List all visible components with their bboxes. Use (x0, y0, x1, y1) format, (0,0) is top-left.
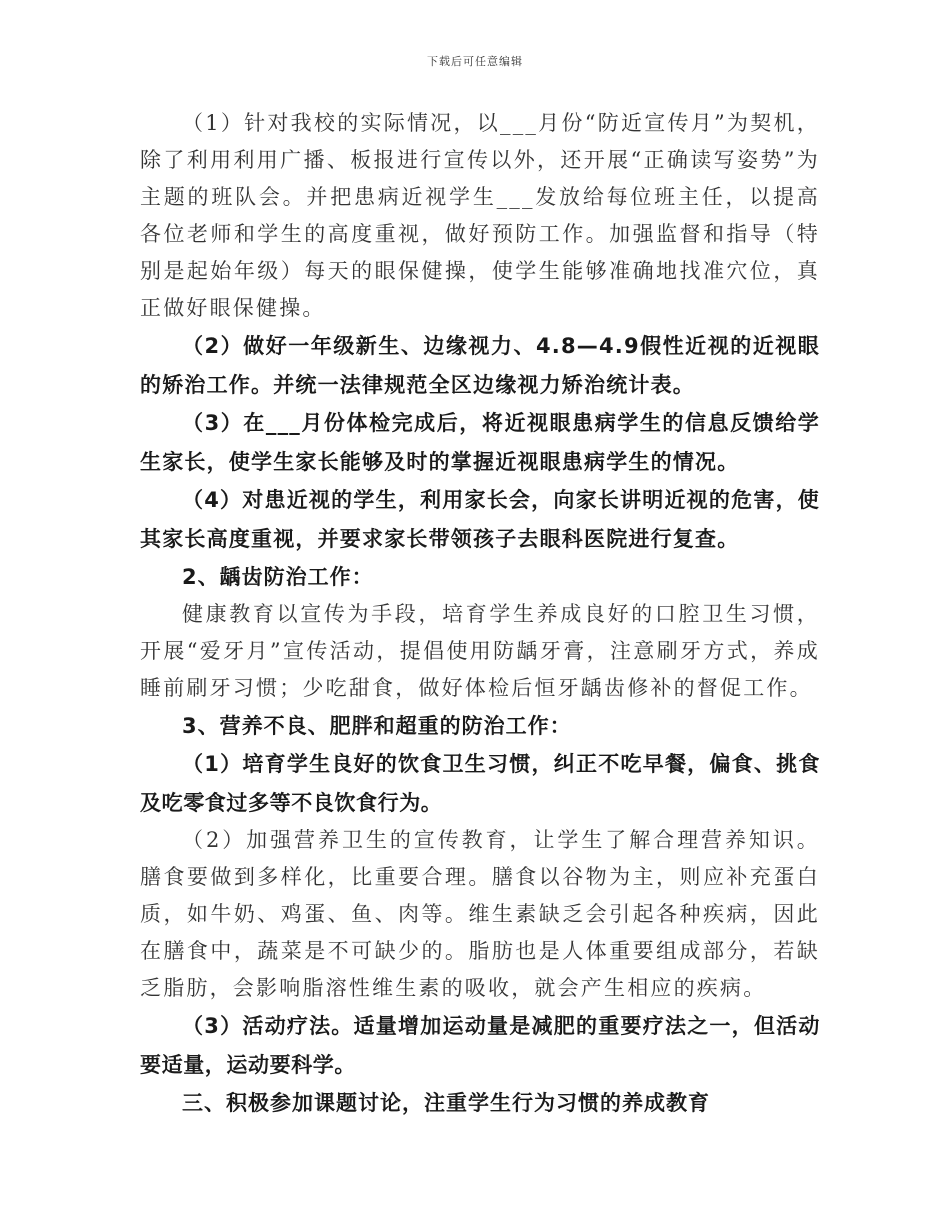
section-heading-behavior-habits: 三、积极参加课题讨论，注重学生行为习惯的养成教育 (182, 1091, 710, 1115)
paragraph-nutrition-education: （2）加强营养卫生的宣传教育，让学生了解合理营养知识。膳食要做到多样化，比重要合理。膳食以谷物为主，则应补充蛋白质，如牛奶、鸡蛋、鱼、肉等。维生素缺乏会引起各种疾病，因此在膳食中，蔬菜是不可缺少的。脂肪也是人体重要组成部分，若缺乏脂肪，会影响脂溶性维生素的吸收，就会产生相应的疾病。 (140, 828, 820, 1000)
paragraph-dental-education: 健康教育以宣传为手段，培育学生养成良好的口腔卫生习惯，开展“爱牙月”宣传活动，提倡使用防龋牙膏，注意刷牙方式，养成睡前刷牙习惯；少吃甜食，做好体检后恒牙龋齿修补的督促工作。 (140, 602, 820, 700)
page-header: 下载后可任意编辑 (427, 55, 523, 68)
paragraph-myopia-parents: （4）对患近视的学生，利用家长会，向家长讲明近视的危害，使其家长高度重视，并要求家长带领孩子去眼科医院进行复查。 (140, 488, 820, 551)
paragraph-myopia-feedback: （3）在___月份体检完成后，将近视眼患病学生的信息反馈给学生家长，使学生家长能够及时的掌握近视眼患病学生的情况。 (140, 411, 820, 474)
document-body (140, 105, 820, 1122)
paragraph-eating-habits: （1）培育学生良好的饮食卫生习惯，纠正不吃早餐，偏食、挑食及吃零食过多等不良饮食行为。 (140, 752, 820, 815)
paragraph-activity-therapy: （3）活动疗法。适量增加运动量是减肥的重要疗法之一，但活动要适量，运动要科学。 (140, 1014, 820, 1077)
section-heading-nutrition: 3、营养不良、肥胖和超重的防治工作： (182, 714, 572, 738)
paragraph-myopia-correction: （2）做好一年级新生、边缘视力、4.8—4.9假性近视的近视眼的矫治工作。并统一法律规范全区边缘视力矫治统计表。 (140, 334, 820, 397)
paragraph-myopia-publicity: （1）针对我校的实际情况，以___月份“防近宣传月”为契机，除了利用利用广播、板报进行宣传以外，还开展“正确读写姿势”为主题的班队会。并把患病近视学生___发放给每位班主任，以提高各位老师和学生的高度重视，做好预防工作。加强监督和指导（特别是起始年级）每天的眼保健操，使学生能够准确地找准穴位，真正做好眼保健操。 (140, 111, 820, 320)
section-heading-dental-caries: 2、龋齿防治工作： (182, 565, 374, 589)
